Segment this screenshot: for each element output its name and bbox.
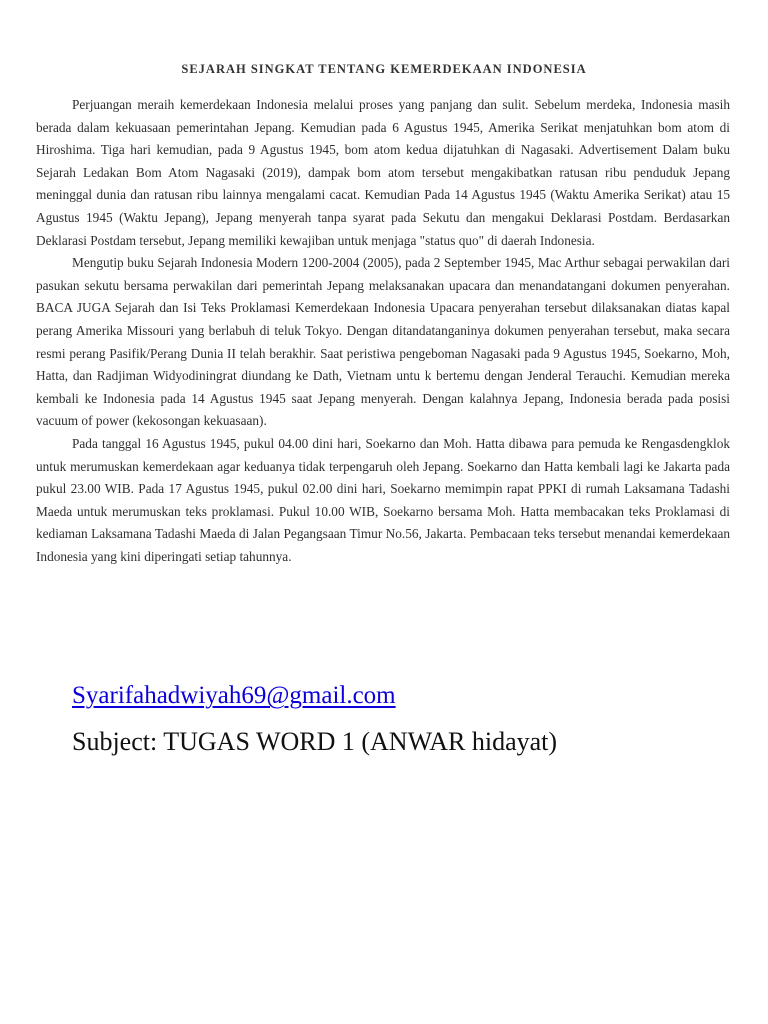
paragraph-3: Pada tanggal 16 Agustus 1945, pukul 04.00 dini hari, Soekarno dan Moh. Hatta dibawa para pemuda ke Rengasdengklok untuk merumuskan kemerdekaan agar keduanya tidak terpengaruh oleh Jepang. Soekarno dan Hatta kembali lagi ke Jakarta pada pukul 23.00 WIB. Pada 17 Agustus 1945, pukul 02.00 dini hari, Soekarno memimpin rapat PPKI di rumah Laksamana Tadashi Maeda untuk merumuskan teks proklamasi. Pukul 10.00 WIB, Soekarno bersama Moh. Hatta membacakan teks Proklamasi di kediaman Laksamana Tadashi Maeda di Jalan Pegangsaan Timur No.56, Jakarta. Pembacaan teks tersebut menandai kemerdekaan Indonesia yang kini diperingati setiap tahunnya. [36,435,730,564]
subject-line: Subject: TUGAS WORD 1 (ANWAR hidayat) [72,727,558,756]
paragraph-2: Mengutip buku Sejarah Indonesia Modern 1200-2004 (2005), pada 2 September 1945, Mac Arthur sebagai perwakilan dari pasukan sekutu bersama perwakilan dari pemerintah Jepang melaksanakan upacara dan menandatangani dokumen penyerahan. BACA JUGA Sejarah dan Isi Teks Proklamasi Kemerdekaan Indonesia Upacara penyerahan tersebut dilaksanakan diatas kapal perang Amerika Missouri yang berlabuh di teluk Tokyo. Dengan ditandatanganinya dokumen penyerahan tersebut, maka secara resmi perang Pasifik/Perang Dunia II telah berakhir. Saat peristiwa pengeboman Nagasaki pada 9 Agustus 1945, Soekarno, Moh, Hatta, dan Radjiman Widyodiningrat diundang ke Dath, Vietnam untu k bertemu dengan Jenderal Terauchi. Kemudian mereka kembali ke Indonesia pada 14 Agustus 1945 saat Jepang menyerah. Dengan kalahnya Jepang, Indonesia berada pada posisi vacuum of power (kekosongan kekuasaan). [36,255,730,429]
email-link[interactable]: Syarifahadwiyah69@gmail.com [72,682,396,709]
paragraph-1: Perjuangan meraih kemerdekaan Indonesia melalui proses yang panjang dan sulit. Sebelum merdeka, Indonesia masih berada dalam kekuasaan pemerintahan Jepang. Kemudian pada 6 Agustus 1945, Amerika Serikat menjatuhkan bom atom di Hiroshima. Tiga hari kemudian, pada 9 Agustus 1945, bom atom kedua dijatuhkan di Nagasaki. Advertisement Dalam buku Sejarah Ledakan Bom Atom Nagasaki (2019), dampak bom atom tersebut mengakibatkan ratusan ribu penduduk Jepang meninggal dunia dan ratusan ribu lainnya mengalami cacat. Kemudian Pada 14 Agustus 1945 (Waktu Amerika Serikat) atau 15 Agustus 1945 (Waktu Jepang), Jepang menyerah tanpa syarat pada Sekutu dan mengakui Deklarasi Postdam. Berdasarkan Deklarasi Postdam tersebut, Jepang memiliki kewajiban untuk menjaga "status quo" di daerah Indonesia. [36,97,730,248]
document-body [36,94,730,568]
document-title: SEJARAH SINGKAT TENTANG KEMERDEKAAN INDONESIA [181,62,587,76]
